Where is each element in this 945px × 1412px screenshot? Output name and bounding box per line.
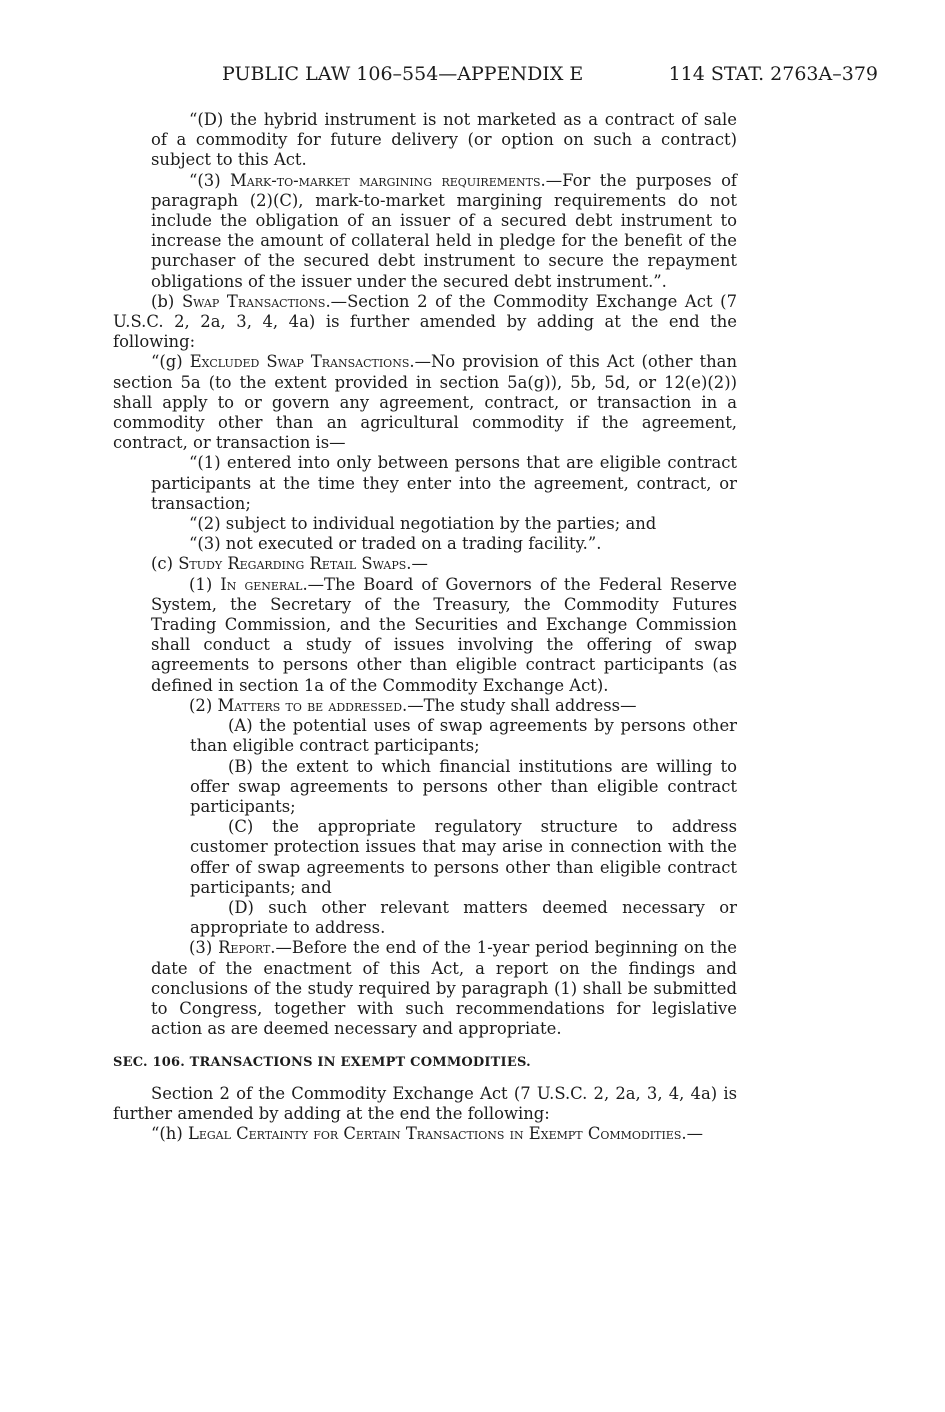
section-heading: In general. bbox=[220, 574, 308, 594]
list-item: “(3) not executed or traded on a trading facility.”. bbox=[189, 534, 602, 554]
section-heading: Legal Certainty for Certain Transactions in Exempt Commodities. bbox=[187, 1123, 687, 1143]
header-title: PUBLIC LAW 106–554—APPENDIX E bbox=[222, 63, 584, 85]
list-item: “(1) entered into only between persons that are eligible contract participants at the time they enter into the agreement, contract, or transaction; bbox=[151, 453, 737, 513]
paragraph-in-general: (1) In general.—The Board of Governors of the Federal Reserve System, the Secretary of the Treasury, the Commodity Futures Trading Commission, and the Securities and Exchange Commission shall conduct a study of issues involving the offering of swap agreements to persons other than eligible contract participants (as defined in section 1a of the Commodity Exchange Act). bbox=[151, 574, 737, 695]
paragraph-study-retail-swaps: (c) Study Regarding Retail Swaps.— bbox=[151, 554, 428, 574]
running-header bbox=[222, 62, 878, 86]
section-heading: Mark-to-market margining requirements. bbox=[229, 170, 546, 190]
list-item: (C) the appropriate regulatory structure to address customer protection issues that may arise in connection with the offer of swap agreements to persons other than eligible contract participants; and bbox=[190, 817, 737, 897]
paragraph-legal-certainty: “(h) Legal Certainty for Certain Transactions in Exempt Commodities.— bbox=[151, 1123, 703, 1143]
paragraph-report: (3) Report.—Before the end of the 1-year period beginning on the date of the enactment of this Act, a report on the findings and conclusions of the study required by paragraph (1) shall be submitted to Congress, together with such recommendations for legislative action as are deemed necessary and appropriate. bbox=[151, 938, 737, 1039]
list-item: (D) such other relevant matters deemed necessary or appropriate to address. bbox=[190, 897, 737, 938]
section-heading: Study Regarding Retail Swaps. bbox=[178, 554, 412, 574]
paragraph-matters-addressed: (2) Matters to be addressed.—The study shall address— bbox=[189, 695, 637, 715]
list-item: “(2) subject to individual negotiation by the parties; and bbox=[189, 514, 657, 534]
document-body bbox=[113, 110, 737, 1144]
list-item: (A) the potential uses of swap agreements by persons other than eligible contract participants; bbox=[190, 716, 737, 756]
section-heading: Matters to be addressed. bbox=[217, 695, 408, 715]
section-heading: Excluded Swap Transactions. bbox=[189, 352, 415, 372]
paragraph-section-2-amendment: Section 2 of the Commodity Exchange Act (7 U.S.C. 2, 2a, 3, 4, 4a) is further amended by adding at the end the following: bbox=[113, 1083, 737, 1123]
section-title: SEC. 106. TRANSACTIONS IN EXEMPT COMMODITIES. bbox=[113, 1055, 531, 1071]
section-heading: Swap Transactions. bbox=[181, 291, 331, 311]
paragraph-mark-to-market: “(3) Mark-to-market margining requirements.—For the purposes of paragraph (2)(C), mark-to-market margining requirements do not include the obligation of an issuer of a secured debt instrument to increase the amount of collateral held in pledge for the benefit of the purchaser of the secured debt instrument to secure the repayment obligations of the issuer under the secured debt instrument.”. bbox=[151, 170, 738, 291]
statute-page-number: 114 STAT. 2763A–379 bbox=[668, 63, 878, 85]
paragraph-excluded-swap: “(g) Excluded Swap Transactions.—No provision of this Act (other than section 5a (to the extent provided in section 5a(g)), 5b, 5d, or 12(e)(2)) shall apply to or govern any agreement, contract, or transaction in a commodity other than an agricultural commodity if the agreement, contract, or transaction is— bbox=[113, 352, 738, 453]
paragraph-hybrid-instrument: “(D) the hybrid instrument is not marketed as a contract of sale of a commodity for future delivery (or option on such a contract) subject to this Act. bbox=[151, 110, 737, 170]
section-heading: Report. bbox=[218, 938, 276, 958]
list-item: (B) the extent to which financial institutions are willing to offer swap agreements to persons other than eligible contract participants; bbox=[190, 756, 737, 816]
paragraph-swap-transactions: (b) Swap Transactions.—Section 2 of the Commodity Exchange Act (7 U.S.C. 2, 2a, 3, 4, 4a) is further amended by adding at the end the following: bbox=[113, 291, 737, 352]
